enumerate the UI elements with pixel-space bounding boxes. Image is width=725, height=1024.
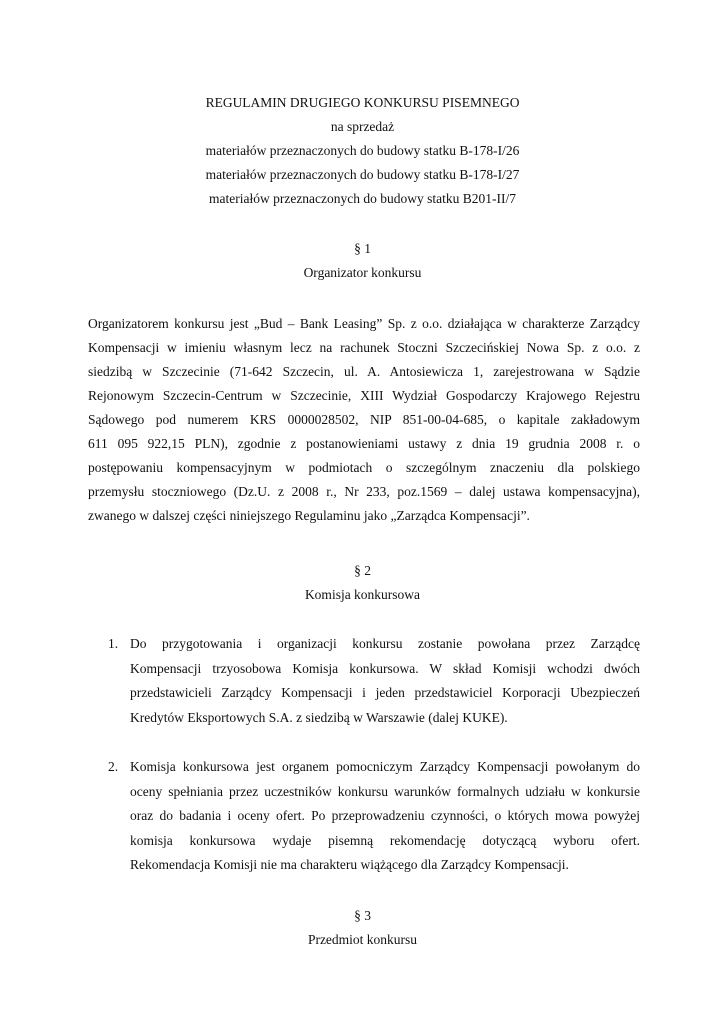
paragraph-line: zwanego w dalszej części niniejszego Regulaminu jako „Zarządca Kompensacji”. — [88, 508, 530, 523]
paragraph-line: 611 095 922,15 PLN), zgodnie z postanowieniami ustawy z dnia 19 grudnia 2008 r. o — [88, 436, 640, 451]
list-item-line: oceny spełniania przez uczestników konkursu warunków formalnych udziału w konkursie — [130, 783, 640, 799]
paragraph-line: siedzibą w Szczecinie (71-642 Szczecin, ul. A. Antosiewicza 1, zarejestrowana w Sądzie — [88, 364, 640, 379]
section-mark: § 3 — [354, 908, 371, 923]
list-item-line: Komisja konkursowa jest organem pomocniczym Zarządcy Kompensacji powołanym do — [130, 759, 640, 774]
document-title: REGULAMIN DRUGIEGO KONKURSU PISEMNEGO — [205, 95, 520, 110]
paragraph-line: Organizatorem konkursu jest „Bud – Bank Leasing” Sp. z o.o. działająca w charakterze Zarządcy — [88, 316, 640, 331]
paragraph-line: Rejonowym Szczecin-Centrum w Szczecinie, XIII Wydział Gospodarczy Krajowego Rejestru — [88, 388, 640, 403]
list-item-line: Do przygotowania i organizacji konkursu zostanie powołana przez Zarządcę — [130, 636, 640, 651]
list-item-line: Rekomendacja Komisji nie ma charakteru wiążącego dla Zarządcy Kompensacji. — [130, 857, 569, 872]
section-mark: § 2 — [354, 563, 371, 578]
paragraph-line: Kompensacji w imieniu własnym lecz na rachunek Stoczni Szczecińskiej Nowa Sp. z o.o. z — [88, 340, 640, 355]
document-subtitle: na sprzedaż — [330, 119, 395, 134]
paragraph-line: Sądowego pod numerem KRS 0000028502, NIP 851-00-04-685, o kapitale zakładowym — [88, 412, 640, 427]
list-item-line: oraz do badania i oceny ofert. Po przeprowadzeniu czynności, o których mowa powyżej — [130, 808, 640, 823]
list-item-line: komisja konkursowa wydaje pisemną rekomendację dotyczącą wyboru ofert. — [130, 832, 640, 848]
paragraph-line: przemysłu stoczniowego (Dz.U. z 2008 r., Nr 233, poz.1569 – dalej ustawa kompensacyjna), — [88, 484, 640, 499]
section-paragraph — [88, 312, 640, 528]
section-mark: § 1 — [354, 241, 371, 256]
header-line: materiałów przeznaczonych do budowy statku B-178-I/26 — [205, 143, 520, 158]
list-item-number: 1. — [108, 636, 119, 651]
paragraph-line: postępowaniu kompensacyjnym w podmiotach o szczególnym znaczeniu dla polskiego — [88, 460, 640, 475]
list-item-line: przedstawicieli Zarządcy Kompensacji i jeden przedstawiciel Korporacji Ubezpieczeń — [130, 685, 640, 700]
section-heading: Przedmiot konkursu — [307, 932, 418, 947]
list-item-line: Kredytów Eksportowych S.A. z siedzibą w Warszawie (dalej KUKE). — [130, 709, 508, 725]
list-item — [108, 755, 640, 878]
list-item-number: 2. — [108, 759, 119, 774]
header-line: materiałów przeznaczonych do budowy statku B-178-I/27 — [205, 167, 520, 182]
list-item — [108, 632, 640, 730]
list-item-line: Kompensacji trzyosobowa Komisja konkursowa. W skład Komisji wchodzi dwóch — [130, 660, 640, 676]
header-line: materiałów przeznaczonych do budowy statku B201-II/7 — [208, 191, 517, 206]
section-heading: Organizator konkursu — [303, 265, 422, 280]
list-item-body — [130, 632, 640, 730]
list-item-body — [130, 755, 640, 878]
section-heading: Komisja konkursowa — [304, 587, 421, 602]
